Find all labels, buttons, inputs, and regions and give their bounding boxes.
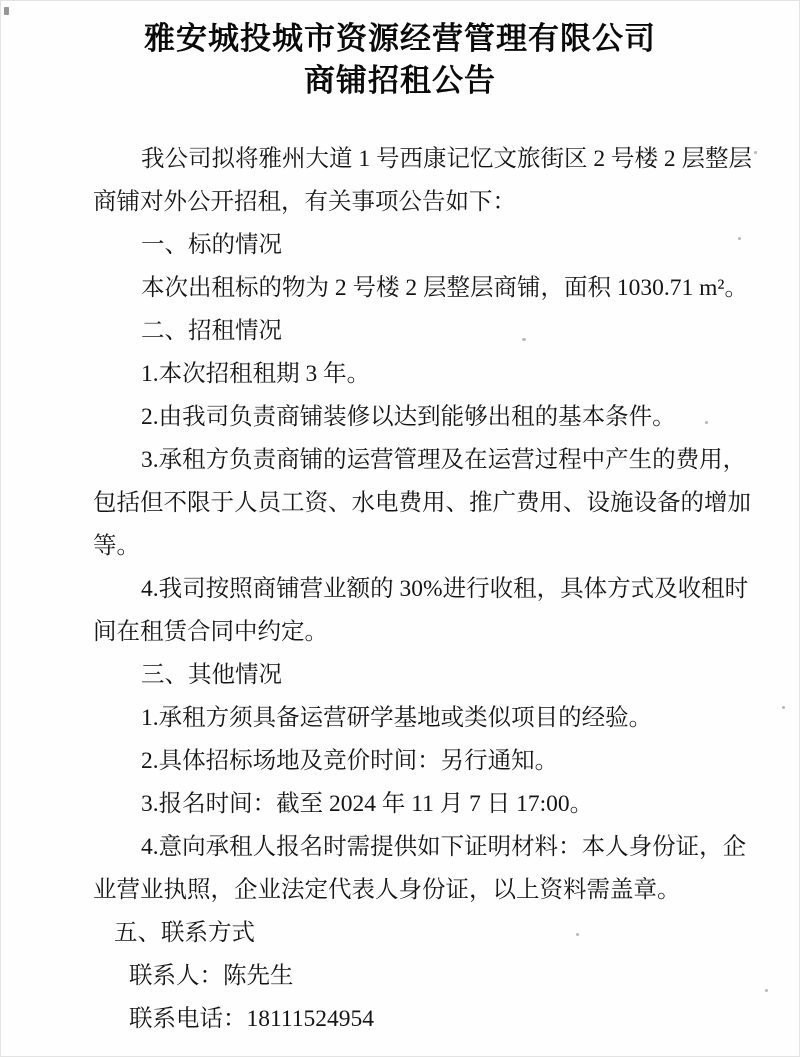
section-5-heading: 五、联系方式 [114,920,255,946]
section-2-heading: 二、招租情况 [141,318,282,344]
scan-speck [738,237,741,240]
contact-phone-line: 联系电话：18111524954 [129,1006,375,1032]
section-3-item-1: 1.承租方须具备运营研学基地或类似项目的经验。 [141,705,653,731]
section-2-item-4-line-2: 间在租赁合同中约定。 [93,619,328,645]
document-title [1,1,799,102]
section-3-item-4-line-1: 4.意向承租人报名时需提供如下证明材料：本人身份证，企 [141,834,747,860]
section-2-item-1: 1.本次招租租期 3 年。 [141,361,371,387]
intro-line-1: 我公司拟将雅州大道 1 号西康记忆文旅街区 2 号楼 2 层整层 [141,146,752,172]
scan-speck [782,706,785,709]
section-2-item-4-line-1: 4.我司按照商铺营业额的 30%进行收租，具体方式及收租时 [141,576,749,602]
intro-line-2: 商铺对外公开招租，有关事项公告如下： [93,189,516,215]
scan-speck [705,421,708,424]
title-line-notice: 商铺招租公告 [304,63,496,98]
section-3-item-2: 2.具体招标场地及竞价时间：另行通知。 [141,748,559,774]
section-2-item-2: 2.由我司负责商铺装修以达到能够出租的基本条件。 [141,404,676,430]
scan-speck [765,989,768,992]
section-3-item-3: 3.报名时间：截至 2024 年 11 月 7 日 17:00。 [141,791,594,817]
section-2-item-3-line-1: 3.承租方负责商铺的运营管理及在运营过程中产生的费用， [141,447,747,473]
scan-speck [4,7,9,15]
scan-speck [522,338,526,341]
document-body [1,138,799,1041]
title-line-company: 雅安城投城市资源经营管理有限公司 [144,21,656,56]
section-1-content: 本次出租标的物为 2 号楼 2 层整层商铺，面积 1030.71 m²。 [141,275,748,301]
section-2-item-3-line-3: 等。 [93,533,140,559]
scan-speck [576,933,579,936]
contact-person-line: 联系人：陈先生 [129,963,294,989]
section-3-item-4-line-2: 业营业执照，企业法定代表人身份证，以上资料需盖章。 [93,877,681,903]
section-2-item-3-line-2: 包括但不限于人员工资、水电费用、推广费用、设施设备的增加 [93,490,751,516]
scan-speck [754,151,757,154]
section-3-heading: 三、其他情况 [141,662,282,688]
section-1-heading: 一、标的情况 [141,232,282,258]
